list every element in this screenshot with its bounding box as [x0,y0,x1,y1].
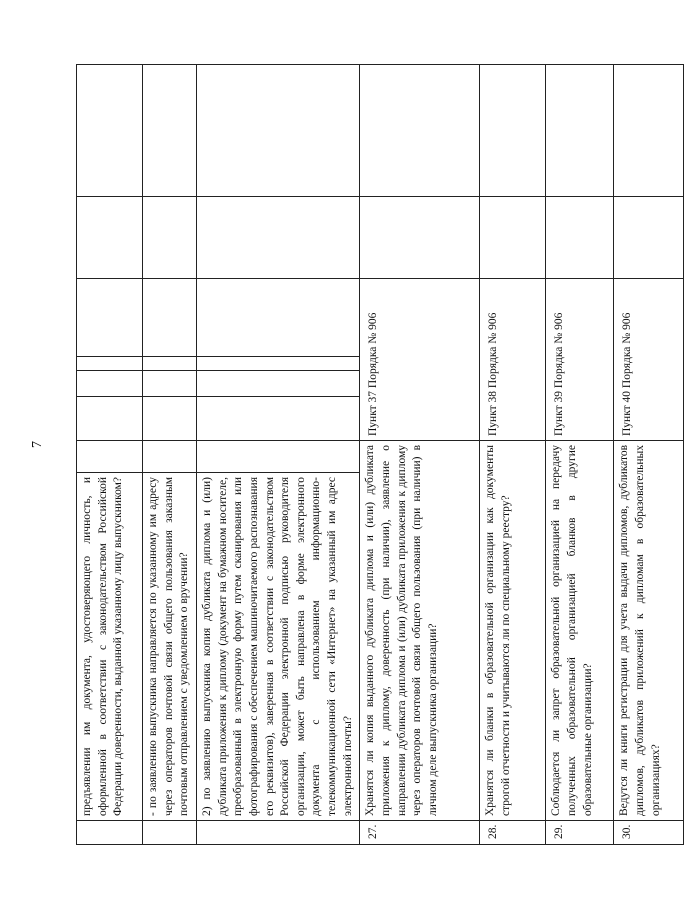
question-text: предъявлении им документа, удостоверяющего личность, и оформленной в соответствии с законодательством Российской Федерации доверенности, выданной указанному лицу выпускником? [77,473,143,821]
answer-cell [77,65,143,197]
table-row [480,65,546,845]
answer-cell [143,279,197,357]
reference-cell: Пункт 40 Порядка № 906 [614,279,684,441]
reference-cell: Пункт 39 Порядка № 906 [546,279,614,441]
row-number: 30. [614,821,684,845]
answer-cell [77,357,143,371]
answer-cell [77,197,143,279]
question-text: - по заявлению выпускника направляется по указанному им адресу через операторов почтовой связи общего пользования заказным почтовым отправлением с уведомлением о вручении? [143,473,197,821]
answer-cell [143,197,197,279]
answer-cell [77,397,143,441]
answer-cell [360,197,480,279]
page-number: 7 [30,441,45,448]
row-number: 29. [546,821,614,845]
rotated-page-content [76,65,662,845]
answer-cell [480,197,546,279]
answer-cell [197,357,360,371]
table-row [360,65,480,845]
answer-cell [77,371,143,397]
question-text: Хранятся ли копия выданного дубликата диплома и (или) дубликата приложения к диплому, доверенность (при наличии), заявление о направлении дубликата диплома и (или) дубликата приложения к диплому через операторов почтовой связи общего пользования (при наличии) в личном деле выпускника организации? [360,441,480,821]
table-row [77,65,143,845]
reference-cell [197,441,360,473]
row-number [77,821,143,845]
answer-cell [546,197,614,279]
answer-cell [143,371,197,397]
answer-cell [197,371,360,397]
reference-cell [77,441,143,473]
reference-cell: Пункт 38 Порядка № 906 [480,279,546,441]
answer-cell [360,65,480,197]
table-row [546,65,614,845]
answer-cell [197,397,360,441]
answer-cell [77,279,143,357]
row-number: 28. [480,821,546,845]
answer-cell [546,65,614,197]
question-text: Соблюдается ли запрет образовательной организацией на передачу полученных образовательной организацией бланков в другие образовательные организации? [546,441,614,821]
table-row [143,65,197,845]
answer-cell [614,65,684,197]
row-number: 27. [360,821,480,845]
answer-cell [143,397,197,441]
answer-cell [143,65,197,197]
answer-cell [480,65,546,197]
question-text: Ведутся ли книги регистрации для учета выдачи дипломов, дубликатов дипломов, дубликатов приложений к дипломам в образовательных организациях? [614,441,684,821]
row-number [197,821,360,845]
reference-cell: Пункт 37 Порядка № 906 [360,279,480,441]
answer-cell [197,279,360,357]
answer-cell [197,197,360,279]
row-number [143,821,197,845]
question-text: Хранятся ли бланки в образовательной организации как документы строгой отчетности и учитываются ли по специальному реестру? [480,441,546,821]
answer-cell [197,65,360,197]
checklist-table [76,64,684,845]
reference-cell [143,441,197,473]
answer-cell [614,197,684,279]
question-text: 2) по заявлению выпускника копия дубликата диплома и (или) дубликата приложения к диплому (документ на бумажном носителе, преобразованный в электронную форму путем сканирования или фотографирования с обеспечением машиночитаемого распознавания его реквизитов), заверенная в соответствии с законодательством Российской Федерации электронной подписью руководителя организации, может быть направлена в форме электронного документа с использованием информационно-телекоммуникационной сети «Интернет» на указанный им адрес электронной почты? [197,473,360,821]
table-row [197,65,360,845]
table-row [614,65,684,845]
answer-cell [143,357,197,371]
